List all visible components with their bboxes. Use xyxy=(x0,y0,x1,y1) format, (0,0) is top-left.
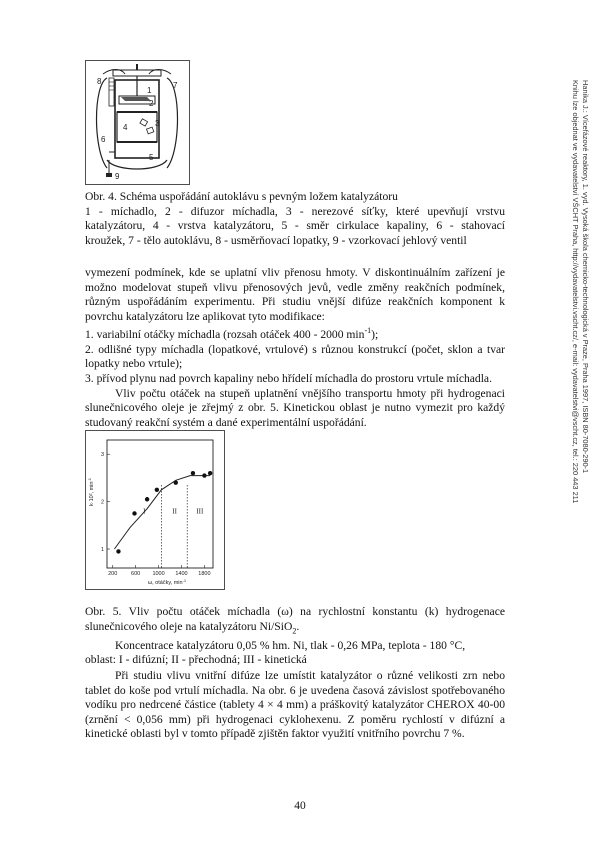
sidebar-citation xyxy=(560,80,590,640)
list-item-2: 2. odlišné typy míchadla (lopatkové, vrtulové) s různou konstrukcí (počet, sklon a tvar lopatky nebo vrtule); xyxy=(85,342,505,371)
label-2: 2 xyxy=(149,99,154,108)
x-tick-label: 200 xyxy=(108,571,118,577)
rate-constant-chart xyxy=(85,430,225,590)
figure5-caption-line-2: slunečnicového oleje na katalyzátoru Ni/SiO$_2$. xyxy=(85,619,300,635)
region-label: II xyxy=(172,507,177,516)
region-label: III xyxy=(196,507,204,516)
data-point xyxy=(132,511,136,515)
figure4-caption-title: Obr. 4. Schéma uspořádání autoklávu s pevným ložem katalyzátoru xyxy=(85,190,398,203)
x-tick-label: 1400 xyxy=(175,571,188,577)
paragraph-2: Vliv počtu otáček na stupeň uplatnění vnějšího transportu hmoty při hydrogenaci slunečnicového oleje je zřejmý z obr. 5. Kinetickou oblast je nutno vymezit pro každý studovaný reakční systém a dané experimentální uspořádání. xyxy=(85,386,505,429)
figure5-caption-line-4: oblast: I - difúzní; II - přechodná; III - kinetická xyxy=(85,653,307,667)
x-axis-label: ω, otáčky, $\min^{-1}$ xyxy=(147,578,187,586)
paragraph-1: vymezení podmínek, kde se uplatní vliv přenosu hmoty. V diskontinuálním zařízení je možno modelovat stupeň vlivu přenosových jevů, vedle změny reakčních podmínek, různým uspořádáním experimentu. Při studiu vnější difúze reakčních komponent k povrchu katalyzátoru lze aplikovat tyto modifikace: xyxy=(85,266,505,323)
y-tick-label: 2 xyxy=(100,499,104,506)
y-tick-label: 1 xyxy=(100,547,104,554)
list-item-3: 3. přívod plynu nad povrch kapaliny nebo hřídelí míchadla do prostoru vrtule míchadla. xyxy=(85,372,492,386)
figure4-legend-1: 1 - míchadlo, 2 - difuzor míchadla, 3 - nerezové síťky, které upevňují vrstvu xyxy=(85,204,505,218)
plot-area xyxy=(107,440,213,568)
list-item-1: 1. variabilní otáčky míchadla (rozsah otáček 400 - 2000 $\min^{-1}$); xyxy=(85,326,379,342)
chart-frame xyxy=(86,431,225,590)
x-tick-label: 1000 xyxy=(152,571,165,577)
region-label: I xyxy=(143,507,146,516)
label-4: 4 xyxy=(123,123,128,132)
label-1: 1 xyxy=(147,86,152,95)
figure4-caption xyxy=(85,190,505,248)
x-tick-label: 1800 xyxy=(198,571,211,577)
figure5-caption-line-1: Obr. 5. Vliv počtu otáček míchadla (ω) na rychlostní konstantu (k) hydrogenace xyxy=(85,605,505,618)
label-3: 3 xyxy=(155,119,160,128)
page-number: 40 xyxy=(294,800,306,812)
figure4-legend-2: katalyzátoru, 4 - vrstva katalyzátoru, 5 - směr cirkulace kapaliny, 6 - stahovací xyxy=(85,219,505,233)
label-9: 9 xyxy=(115,172,120,181)
paragraph-3: Při studiu vlivu vnitřní difúze lze umístit katalyzátor o různé velikosti zrn nebo tablet do koše pod vrtulí míchadla. Na obr. 6 je uvedena časová závislost spotřebovaného vodíku pro nedrcené částice (tablety 4 × 4 mm) a práškovitý katalyzátor CHEROX 40-00 (zrnění < 0,056 mm) při hydrogenaci cyklohexenu. Z poměru rychlostí v difúzní a kinetické oblasti byl v tomto případě zjištěn faktor využití vnitřního povrchu 7 %. xyxy=(85,669,505,741)
data-point xyxy=(155,488,159,492)
data-point xyxy=(174,480,178,484)
data-point xyxy=(191,471,195,475)
y-axis-label: k·10², $\min^{-1}$ xyxy=(87,477,95,507)
autoclave-diagram xyxy=(85,60,190,185)
figure5-caption xyxy=(85,605,505,668)
label-7: 7 xyxy=(173,81,178,90)
figure5-caption-line-3: Koncentrace katalyzátoru 0,05 % hm. Ni, tlak - 0,26 MPa, teplota - 180 °C, xyxy=(115,638,466,652)
y-tick-label: 3 xyxy=(100,452,104,459)
data-point xyxy=(116,549,120,553)
body-text-1 xyxy=(85,266,505,430)
sidebar-line-2: Knihu lze objednat ve vydavatelství VŠCHT Praha, http://vydavatelstvi.vscht.cz/, e-mail: vydavatelstvi@vscht.cz, tel.: 220 443 211 xyxy=(571,80,581,504)
data-point xyxy=(145,497,149,501)
body-text-2 xyxy=(85,669,505,742)
figure4-legend-3: kroužek, 7 - tělo autoklávu, 8 - usměrňovací lopatky, 9 - vzorkovací jehlový ventil xyxy=(85,233,467,247)
lid xyxy=(113,70,161,76)
x-tick-label: 600 xyxy=(131,571,141,577)
label-8: 8 xyxy=(97,77,102,86)
data-point xyxy=(208,471,212,475)
label-6: 6 xyxy=(101,135,106,144)
sidebar-line-1: Hanika J.: Vícefázové reaktory, 1. vyd. Vysoká škola chemicko-technologická v Praze, Praha 1997, ISBN 80-7080-290-1 xyxy=(581,80,590,474)
data-point xyxy=(202,473,206,477)
label-5: 5 xyxy=(149,153,154,162)
